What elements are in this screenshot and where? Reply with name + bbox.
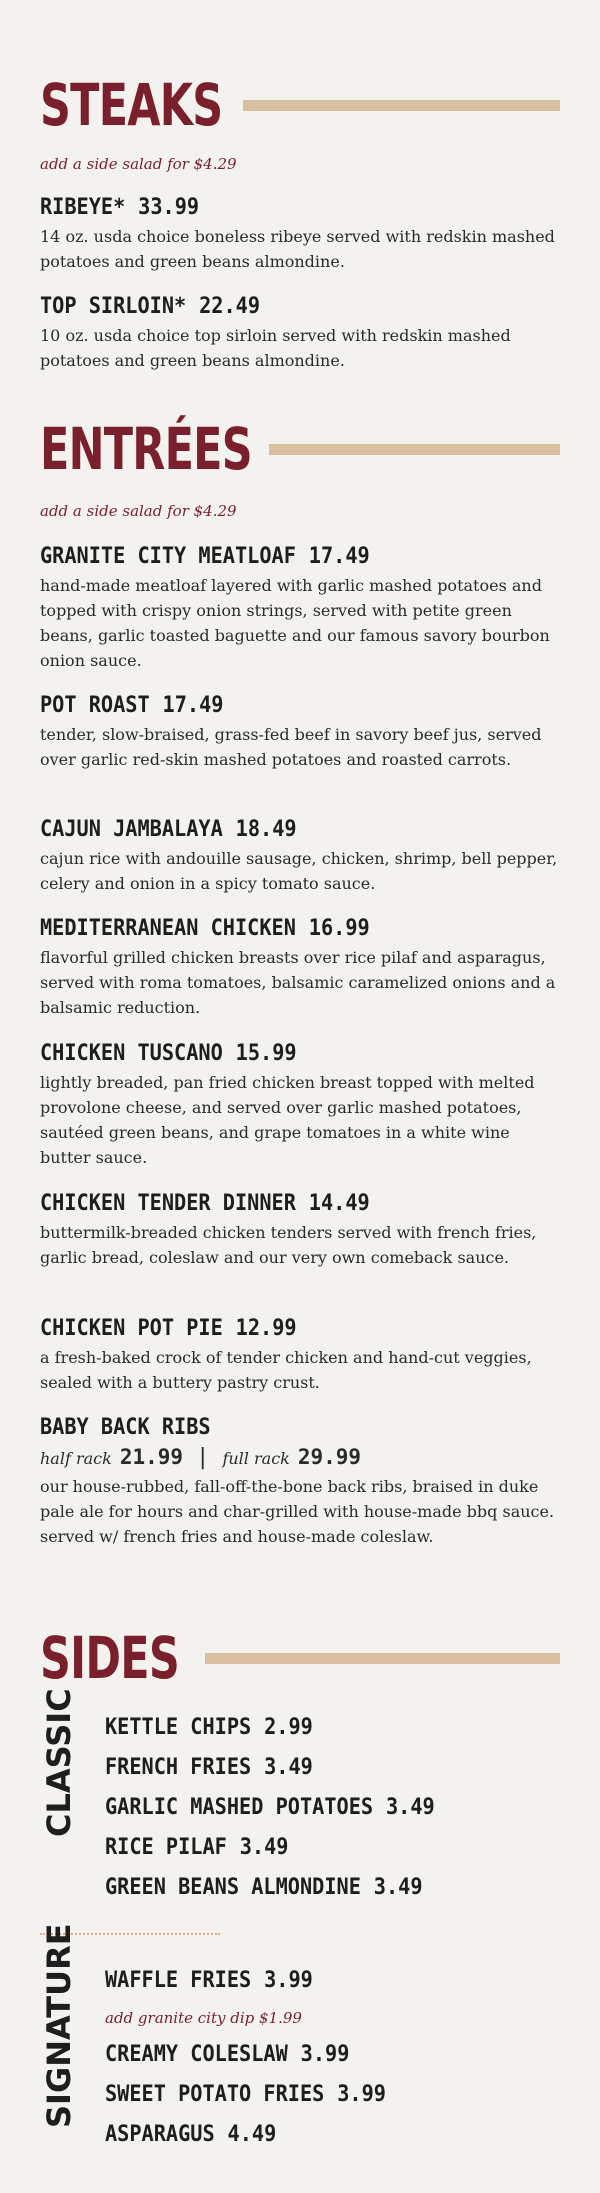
sides-rule (205, 1653, 560, 1664)
item-price: 17.49 (308, 544, 370, 569)
steaks-title: STEAKS (40, 71, 223, 139)
rack-prices (40, 1444, 560, 1472)
item-name: BABY BACK RIBS (40, 1415, 211, 1440)
entrees-title: ENTRÉES (40, 415, 252, 483)
menu-item-meatloaf (40, 543, 560, 673)
sides-title: SIDES (40, 1624, 180, 1692)
side-price: 3.49 (239, 1835, 289, 1860)
side-name: ASPARAGUS (105, 2122, 215, 2147)
side-name: GREEN BEANS ALMONDINE (105, 1875, 361, 1900)
side-price: 3.49 (385, 1795, 435, 1820)
side-name: SWEET POTATO FRIES (105, 2082, 325, 2107)
item-price: 33.99 (138, 195, 200, 220)
item-price: 18.49 (235, 817, 297, 842)
entrees-header (40, 414, 560, 484)
item-name: CHICKEN TENDER DINNER (40, 1191, 296, 1216)
item-name: RIBEYE* (40, 195, 126, 220)
list-item (105, 1748, 435, 1788)
classic-sides-list (105, 1708, 463, 1908)
entrees-salad-note: add a side salad for $4.29 (40, 502, 237, 520)
item-description: 10 oz. usda choice top sirloin served with redskin mashed potatoes and green beans almondine. (40, 326, 511, 370)
side-name: KETTLE CHIPS (105, 1715, 252, 1740)
menu-item-pot-roast (40, 692, 560, 772)
side-price: 3.49 (373, 1875, 423, 1900)
item-description: 14 oz. usda choice boneless ribeye served with redskin mashed potatoes and green beans almondine. (40, 227, 555, 271)
list-item (105, 1868, 435, 1908)
steaks-salad-note: add a side salad for $4.29 (40, 155, 237, 173)
menu-item-ribeye (40, 194, 560, 274)
side-price: 4.49 (227, 2122, 277, 2147)
menu-item-chicken-tuscano (40, 1040, 560, 1170)
steaks-header (40, 70, 560, 140)
sides-header (40, 1623, 560, 1693)
menu-item-baby-back-ribs (40, 1414, 560, 1549)
item-description: hand-made meatloaf layered with garlic mashed potatoes and topped with crispy onion strings, served with petite green beans, garlic toasted baguette and our famous savory bourbon onion sauce. (40, 576, 550, 670)
item-price: 15.99 (235, 1041, 297, 1066)
signature-sides-list (105, 1961, 410, 2155)
item-name: TOP SIRLOIN* (40, 294, 187, 319)
item-price: 17.49 (162, 693, 224, 718)
side-name: FRENCH FRIES (105, 1755, 252, 1780)
list-item (105, 2115, 386, 2155)
item-description: buttermilk-breaded chicken tenders served with french fries, garlic bread, coleslaw and our very own comeback sauce. (40, 1223, 537, 1267)
item-price: 12.99 (235, 1316, 297, 1341)
steaks-rule (243, 100, 560, 111)
list-item (105, 2075, 386, 2115)
item-name: CHICKEN TUSCANO (40, 1041, 223, 1066)
menu-item-chicken-tender-dinner (40, 1190, 560, 1270)
item-description: lightly breaded, pan fried chicken breast topped with melted provolone cheese, and served over garlic mashed potatoes, sautéed green beans, and grape tomatoes in a white wine butter sauce. (40, 1073, 535, 1167)
entrees-rule (269, 444, 560, 455)
side-name: CREAMY COLESLAW (105, 2042, 288, 2067)
menu-item-top-sirloin (40, 293, 560, 373)
side-price: 3.49 (264, 1755, 313, 1780)
signature-label: SIGNATURE (40, 1923, 78, 2128)
item-name: GRANITE CITY MEATLOAF (40, 544, 296, 569)
rack-separator: | (199, 1445, 207, 1470)
classic-label: CLASSIC (40, 1688, 78, 1837)
side-name: WAFFLE FRIES (105, 1968, 252, 1993)
item-price: 16.99 (308, 916, 370, 941)
side-name: RICE PILAF (105, 1835, 227, 1860)
list-item (105, 1961, 386, 2001)
item-description: cajun rice with andouille sausage, chicken, shrimp, bell pepper, celery and onion in a spicy tomato sauce. (40, 849, 558, 893)
full-rack-price: 29.99 (297, 1445, 362, 1469)
menu-item-chicken-pot-pie (40, 1315, 560, 1395)
list-item (105, 1788, 435, 1828)
item-description: our house-rubbed, fall-off-the-bone back ribs, braised in duke pale ale for hours and char-grilled with house-made bbq sauce. served w/ french fries and house-made coleslaw. (40, 1477, 555, 1546)
side-price: 3.99 (300, 2042, 350, 2067)
side-price: 3.99 (264, 1968, 313, 1993)
item-price: 14.49 (308, 1191, 370, 1216)
half-rack-label: half rack (40, 1449, 112, 1468)
side-price: 2.99 (264, 1715, 313, 1740)
full-rack-label: full rack (222, 1449, 290, 1468)
item-name: CAJUN JAMBALAYA (40, 817, 223, 842)
side-name: GARLIC MASHED POTATOES (105, 1795, 374, 1820)
item-name: CHICKEN POT PIE (40, 1316, 223, 1341)
menu-item-cajun-jambalaya (40, 816, 560, 896)
item-price: 22.49 (199, 294, 261, 319)
dip-note: add granite city dip $1.99 (105, 2009, 302, 2027)
list-item (105, 1708, 435, 1748)
item-description: flavorful grilled chicken breasts over rice pilaf and asparagus, served with roma tomatoes, balsamic caramelized onions and a balsamic reduction. (40, 948, 556, 1017)
half-rack-price: 21.99 (119, 1445, 184, 1469)
side-price: 3.99 (337, 2082, 386, 2107)
item-description: tender, slow-braised, grass-fed beef in savory beef jus, served over garlic red-skin mashed potatoes and roasted carrots. (40, 725, 542, 769)
item-name: MEDITERRANEAN CHICKEN (40, 916, 296, 941)
list-item (105, 1828, 435, 1868)
menu-item-mediterranean-chicken (40, 915, 560, 1020)
list-item (105, 2035, 386, 2075)
item-description: a fresh-baked crock of tender chicken and hand-cut veggies, sealed with a buttery pastry crust. (40, 1348, 532, 1392)
item-name: POT ROAST (40, 693, 150, 718)
